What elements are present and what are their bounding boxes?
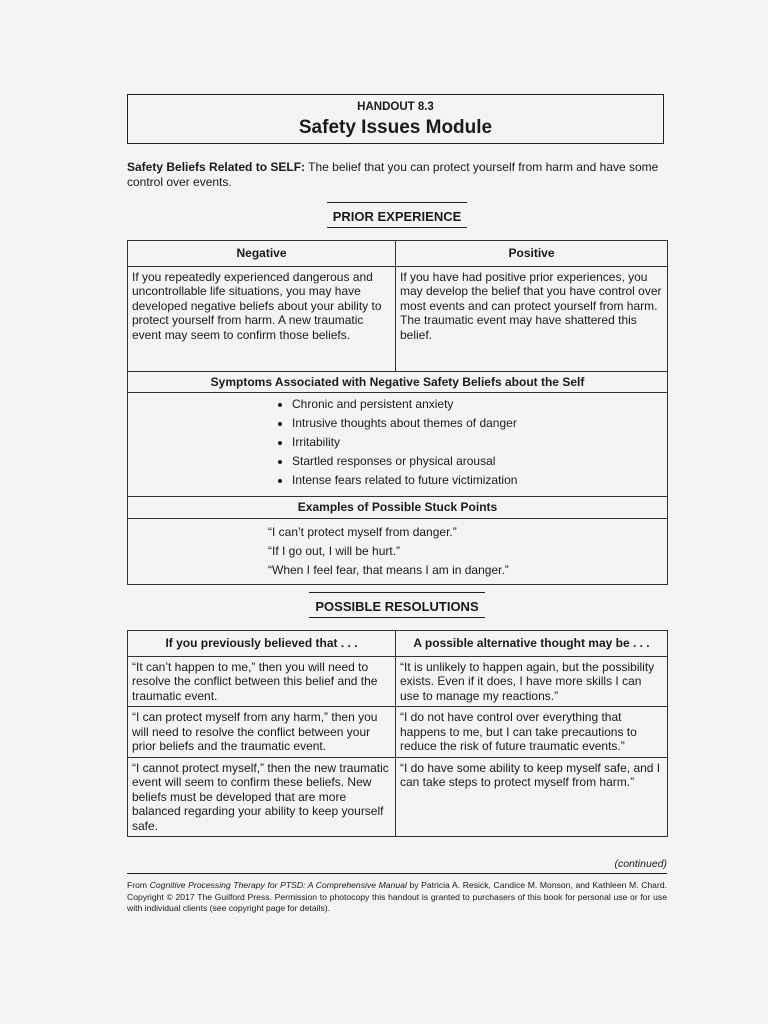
footer-book-title: Cognitive Processing Therapy for PTSD: A Comprehensive Manual [149, 880, 407, 890]
stuck-point: “I can’t protect myself from danger.” [268, 524, 457, 539]
resolutions-table [127, 630, 668, 837]
list-item: • Intrusive thoughts about themes of danger [292, 416, 667, 431]
table-row [128, 266, 668, 371]
symptoms-cell [128, 393, 668, 497]
negative-cell: If you repeatedly experienced dangerous and uncontrollable life situations, you may have developed negative beliefs about your ability to protect yourself from harm. A new traumatic event may seem to confirm those beliefs. [128, 266, 396, 371]
table-header-row [128, 241, 668, 267]
alternative-thought-cell: “I do not have control over everything that happens to me, but I can take precautions to reduce the risk of future traumatic events.” [396, 707, 668, 758]
list-item: • Chronic and persistent anxiety [292, 397, 667, 412]
footer-divider [127, 873, 667, 874]
stuck-point: “When I feel fear, that means I am in danger.” [268, 562, 509, 577]
prior-experience-heading [127, 202, 667, 228]
list-item: • Intense fears related to future victimization [292, 473, 667, 488]
list-item: • Irritability [292, 435, 667, 450]
table-row [128, 707, 668, 758]
table-row [128, 757, 668, 837]
table-row [128, 656, 668, 707]
intro-label: Safety Beliefs Related to SELF: [127, 160, 306, 174]
prior-experience-table [127, 240, 668, 585]
continued-label: (continued) [614, 858, 667, 870]
list-item: • Startled responses or physical arousal [292, 454, 667, 469]
handout-number: HANDOUT 8.3 [357, 101, 434, 113]
intro-paragraph [127, 160, 667, 190]
copyright-footer [127, 880, 667, 915]
positive-column-header: Positive [396, 241, 668, 267]
stuck-points-cell [128, 518, 668, 584]
module-title: Safety Issues Module [298, 117, 493, 138]
previous-belief-cell: “I cannot protect myself,” then the new traumatic event will seem to confirm these beliefs. New beliefs must be developed that are more balanced regarding your ability to keep yourself safe. [128, 757, 396, 837]
alternative-thought-cell: “It is unlikely to happen again, but the possibility exists. Even if it does, I have more skills I can use to manage my reactions.” [396, 656, 668, 707]
footer-text: by Patricia A. Resick, Candice M. Monson, and Kathleen M. Chard. Copyright © 2017 The Guilford Press. Permission to photocopy this handout is granted to purchasers of this book for personal use or for use with individual clients (see copyright page for details). [127, 880, 667, 913]
stuck-point: “If I go out, I will be hurt.” [268, 543, 401, 558]
resolutions-heading [127, 592, 667, 618]
table-row [128, 518, 668, 584]
table-row [128, 393, 668, 497]
table-header-row [128, 631, 668, 657]
table-row [128, 371, 668, 393]
alternative-thought-cell: “I do have some ability to keep myself safe, and I can take steps to protect myself from harm.” [396, 757, 668, 837]
intro-text: The belief that you can protect yourself from harm and have some control over events. [127, 160, 659, 189]
stuck-points-heading: Examples of Possible Stuck Points [128, 497, 668, 519]
positive-cell: If you have had positive prior experiences, you may develop the belief that you have control over most events and can protect yourself from harm. The traumatic event may have shattered this belief. [396, 266, 668, 371]
previous-belief-cell: “I can protect myself from any harm,” then you will need to resolve the conflict between your prior beliefs and the traumatic event. [128, 707, 396, 758]
footer-prefix: From [127, 880, 150, 890]
handout-header [127, 94, 664, 144]
symptoms-list [278, 397, 667, 488]
resolutions-heading-text: POSSIBLE RESOLUTIONS [309, 592, 484, 618]
previous-belief-cell: “It can’t happen to me,” then you will need to resolve the conflict between this belief and the traumatic event. [128, 656, 396, 707]
negative-column-header: Negative [128, 241, 396, 267]
previous-belief-column-header: If you previously believed that . . . [128, 631, 396, 657]
prior-experience-heading-text: PRIOR EXPERIENCE [327, 202, 468, 228]
alternative-thought-column-header: A possible alternative thought may be . . . [396, 631, 668, 657]
table-row [128, 497, 668, 519]
symptoms-heading: Symptoms Associated with Negative Safety Beliefs about the Self [128, 371, 668, 393]
